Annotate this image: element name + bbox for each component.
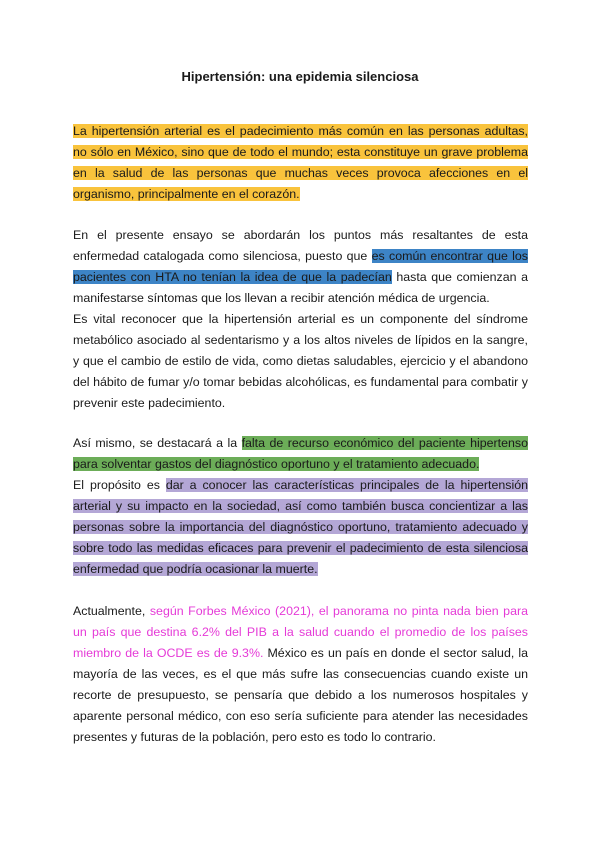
paragraph-essay-scope — [73, 225, 528, 414]
paragraph-text: En el presente ensayo se abordarán los puntos más resaltantes de esta enfermedad catalogada como silenciosa, puesto que — [73, 228, 528, 263]
paragraph-current-situation — [73, 601, 528, 748]
paragraph-text: hasta que comienzan a manifestarse síntomas que los llevan a recibir atención médica de urgencia. — [73, 270, 528, 305]
highlight-yellow: La hipertensión arterial es el padecimiento más común en las personas adultas, no sólo en México, sino que de todo el mundo; esta constituye un grave problema en la salud de las personas que muchas veces provoca afecciones en el organismo, principalmente en el corazón. — [73, 124, 528, 201]
citation-pink-text: según Forbes México (2021), el panorama no pinta nada bien para un país que destina 6.2% del PIB a la salud cuando el promedio de los países miembro de la OCDE es de 9.3%. — [73, 604, 528, 660]
paragraph-introduction — [73, 121, 528, 205]
highlight-green: falta de recurso económico del paciente hipertenso para solventar gastos del diagnóstico oportuno y el tratamiento adecuado. — [73, 436, 528, 471]
document-title: Hipertensión: una epidemia silenciosa — [181, 69, 419, 84]
paragraph-text: México es un país en donde el sector salud, la mayoría de las veces, es el que más sufre las consecuencias cuando existe un recorte de presupuesto, se pensaría que debido a los numerosos hospitales y aparente personal médico, con eso sería suficiente para atender las necesidades presentes y futuras de la población, pero esto es todo lo contrario. — [73, 646, 528, 744]
paragraph-text: Es vital reconocer que la hipertensión arterial es un componente del síndrome metabólico asociado al sedentarismo y a los altos niveles de lípidos en la sangre, y que el cambio de estilo de vida, como dietas saludables, ejercicio y el abandono del hábito de fumar y/o tomar bebidas alcohólicas, es fundamental para combatir y prevenir este padecimiento. — [73, 312, 528, 410]
paragraph-purpose — [73, 433, 528, 580]
highlight-blue: es común encontrar que los pacientes con HTA no tenían la idea de que la padecían — [73, 249, 529, 284]
paragraph-text: Así mismo, se destacará a la — [73, 436, 242, 450]
highlight-purple: dar a conocer las características principales de la hipertensión arterial y su impacto en la sociedad, así como también busca concientizar a las personas sobre la importancia del diagnóstico oportuno, tratamiento adecuado y sobre todo las medidas eficaces para prevenir el padecimiento de esta silenciosa enfermedad que podría ocasionar la muerte. — [73, 478, 528, 576]
paragraph-text: El propósito es — [73, 478, 166, 492]
paragraph-text: Actualmente, — [73, 604, 150, 618]
